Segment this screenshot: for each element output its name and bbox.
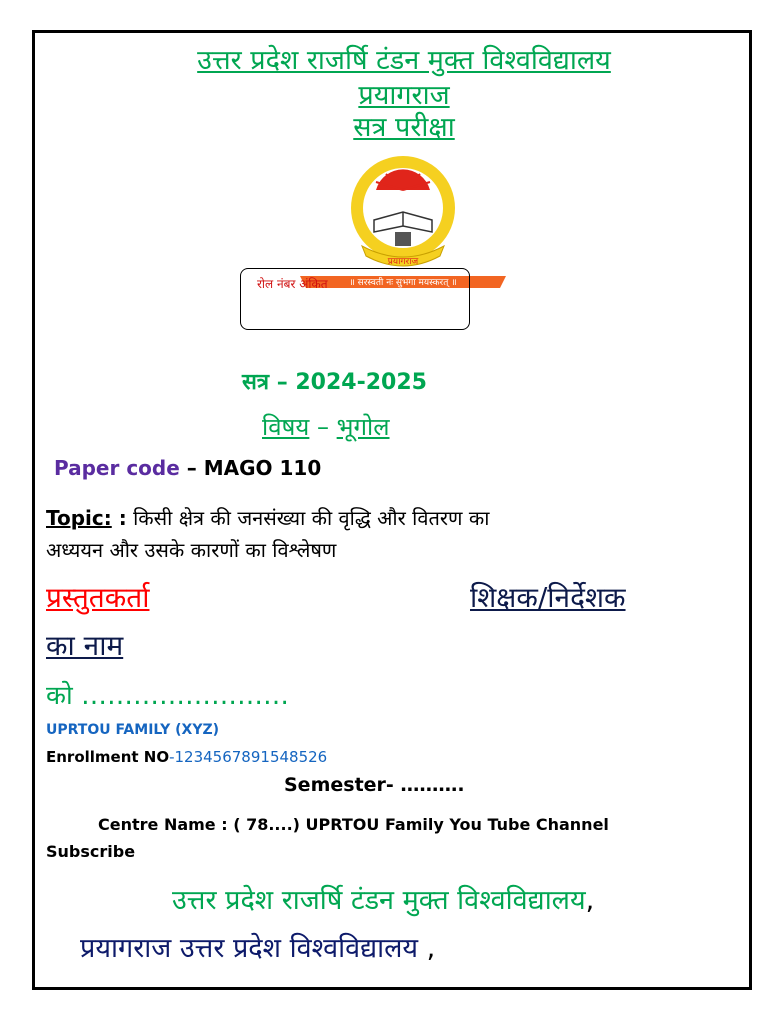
enrollment-value: -1234567891548526 — [169, 748, 328, 766]
subject-label: विषय — [262, 413, 310, 441]
guide-name-label: का नाम — [46, 629, 124, 662]
logo-base-text: प्रयागराज — [387, 257, 419, 267]
semester-line[interactable]: Semester- ………. — [284, 774, 465, 796]
topic-text-line1: किसी क्षेत्र की जनसंख्या की वृद्धि और वितरण का — [133, 506, 490, 530]
logo-motto: ॥ सरस्वती नः सुभगा मयस्करत् ॥ — [349, 278, 457, 288]
university-name-line1: उत्तर प्रदेश राजर्षि टंडन मुक्त विश्वविद्यालय — [197, 45, 611, 76]
university-city: सत्र परीक्षा — [353, 112, 455, 143]
enrollment-line — [46, 748, 327, 766]
footer-text2: प्रयागराज उत्तर प्रदेश विश्वविद्यालय — [80, 933, 419, 964]
paper-code-line — [54, 456, 321, 480]
topic-block — [46, 502, 726, 566]
paper-code-label: Paper code — [54, 456, 180, 480]
paper-code-value: – MAGO 110 — [186, 456, 322, 480]
roll-number-box[interactable] — [240, 268, 470, 330]
subject-dash: – — [317, 413, 329, 441]
centre-name-line1: Centre Name : ( 78....) UPRTOU Family You Tube Channel — [98, 815, 609, 834]
submitted-by-label: प्रस्तुतकर्ता — [46, 581, 150, 614]
centre-name-line2: Subscribe — [46, 842, 136, 861]
guide-name-blank[interactable]: को …………………… — [46, 681, 289, 711]
topic-sep: : — [111, 506, 127, 530]
university-name-line2: प्रयागराज — [358, 80, 450, 111]
session-label: सत्र — [242, 370, 270, 395]
roll-number-label: रोल नंबर अंकित — [257, 277, 328, 291]
student-family: UPRTOU FAMILY (XYZ) — [46, 722, 220, 738]
footer-line2: प्रयागराज उत्तर प्रदेश विश्वविद्यालय , — [80, 933, 436, 964]
session-value: – 2024-2025 — [276, 370, 427, 395]
session-line — [242, 366, 427, 396]
footer-line1: उत्तर प्रदेश राजर्षि टंडन मुक्त विश्वविद्यालय, — [172, 885, 595, 916]
enrollment-label: Enrollment NO — [46, 748, 170, 766]
subject-line — [262, 410, 390, 443]
footer-text1: उत्तर प्रदेश राजर्षि टंडन मुक्त विश्वविद्यालय — [172, 885, 586, 916]
subject-value: भूगोल — [336, 413, 390, 441]
guide-label: शिक्षक/निर्देशक — [470, 581, 626, 614]
topic-label: Topic: — [46, 506, 112, 530]
topic-text-line2: अध्ययन और उसके कारणों का विश्लेषण — [46, 538, 337, 562]
